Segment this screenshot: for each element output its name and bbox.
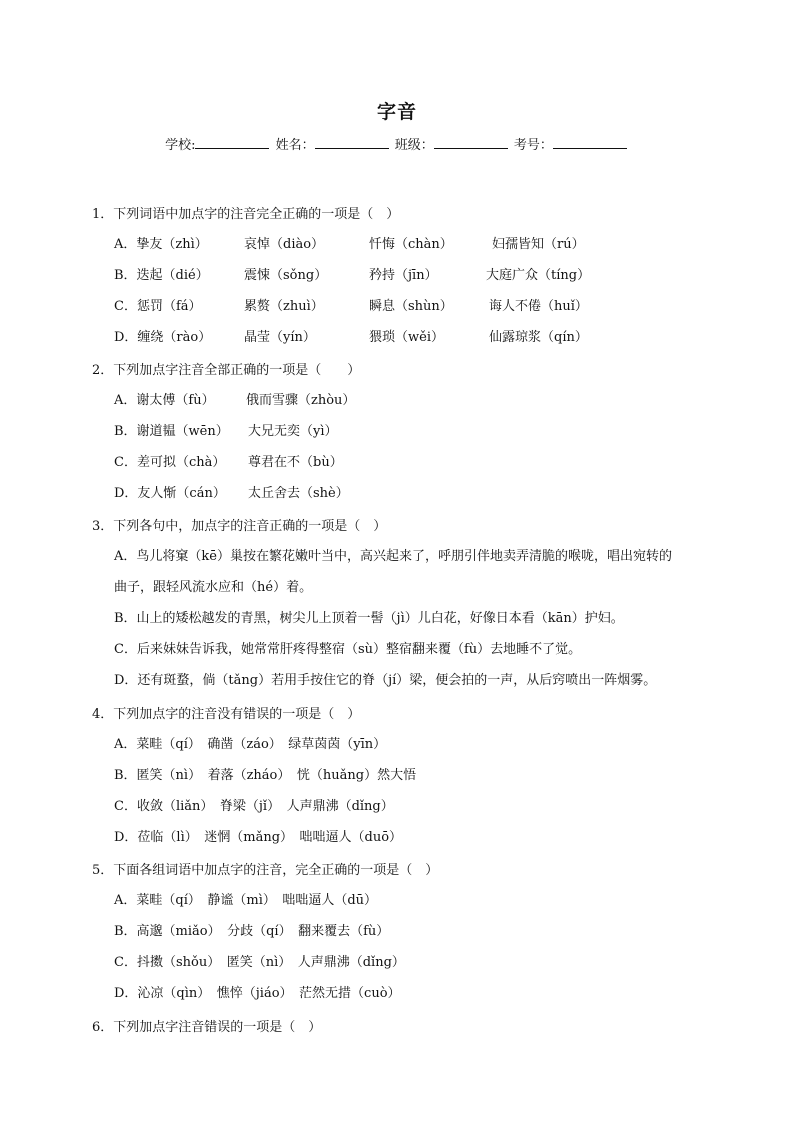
option-cell: 晶莹（yín） [244,330,316,345]
option-cell: 猥琐（wěi） [369,330,444,345]
school-label: 学校: [165,138,196,153]
name-blank [315,136,389,149]
question-3-option-c: C．后来妹妹告诉我，她常常肝疼得整宿（sù）整宿翻来覆（fù）去地睡不了觉。 [114,642,582,657]
question-5-option-b: B．高邈（miǎo） 分歧（qí） 翻来覆去（fù） [114,924,390,939]
question-4-option-d: D．莅临（lì） 迷惘（mǎng） 咄咄逼人（duō） [114,830,403,845]
question-4-option-c: C．收敛（liǎn） 脊梁（jǐ） 人声鼎沸（dǐng） [114,799,394,814]
option-cell: D．友人惭（cán） [114,486,226,501]
option-cell: 矜持（jīn） [369,268,438,283]
option-cell: B．谢道韫（wēn） [114,424,229,439]
option-cell: A．谢太傅（fù） [114,393,215,408]
question-6-stem: 6．下列加点字注音错误的一项是（ ） [92,1020,322,1035]
question-4-option-b: B．匿笑（nì） 着落（zháo） 恍（huǎng）然大悟 [114,768,417,783]
option-cell: 大庭广众（tíng） [486,268,591,283]
option-cell: D．缠绕（rào） [114,330,212,345]
option-cell: 哀悼（diào） [244,237,325,252]
option-cell: B．迭起（dié） [114,268,209,283]
option-cell: A．挚友（zhì） [114,237,208,252]
option-cell: 累赘（zhuì） [244,299,324,314]
question-4-stem: 4．下列加点字的注音没有错误的一项是（ ） [92,707,361,722]
question-2-stem: 2．下列加点字注音全部正确的一项是（ ） [92,363,361,378]
option-cell: 俄而雪骤（zhòu） [246,393,356,408]
option-cell: 仙露琼浆（qín） [489,330,588,345]
question-3-option-a-line-1: A．鸟儿将窠（kē）巢按在繁花嫩叶当中，高兴起来了，呼朋引伴地卖弄清脆的喉咙，唱出宛转的 [114,549,672,564]
question-5-option-d: D．沁凉（qìn） 憔悴（jiáo） 茫然无措（cuò） [114,986,401,1001]
option-cell: 妇孺皆知（rú） [492,237,585,252]
option-cell: 太丘舍去（shè） [248,486,349,501]
class-blank [434,136,508,149]
option-cell: 忏悔（chàn） [369,237,453,252]
exam-number-blank [553,136,627,149]
question-3-option-a-line-2: 曲子，跟轻风流水应和（hé）着。 [114,580,313,595]
question-1-stem: 1．下列词语中加点字的注音完全正确的一项是（ ） [92,207,400,222]
question-3-option-d: D．还有斑蝥，倘（tǎng）若用手按住它的脊（jí）梁，便会拍的一声，从后窍喷出一阵烟雾。 [114,673,657,688]
option-cell: 大兄无奕（yì） [248,424,338,439]
question-3-option-b: B．山上的矮松越发的青黑，树尖儿上顶着一髻（jì）儿白花，好像日本看（kān）护妇。 [114,611,624,626]
question-5-stem: 5．下面各组词语中加点字的注音，完全正确的一项是（ ） [92,863,439,878]
option-cell: 诲人不倦（huǐ） [489,299,588,314]
option-cell: 震悚（sǒng） [244,268,328,283]
question-5-option-c: C．抖擞（shǒu） 匿笑（nì） 人声鼎沸（dǐng） [114,955,405,970]
student-info-line [0,134,794,153]
option-cell: 瞬息（shùn） [369,299,453,314]
question-4-option-a: A．菜畦（qí） 确凿（záo） 绿草茵茵（yīn） [114,737,387,752]
question-5-option-a: A．菜畦（qí） 静谧（mì） 咄咄逼人（dū） [114,893,378,908]
page-title: 字音 [376,101,417,123]
question-3-stem: 3．下列各句中，加点字的注音正确的一项是（ ） [92,519,387,534]
option-cell: C．差可拟（chà） [114,455,226,470]
exam-number-label: 考号： [513,138,553,153]
option-cell: C．惩罚（fá） [114,299,202,314]
class-label: 班级： [394,138,434,153]
school-blank [195,136,269,149]
name-label: 姓名： [275,138,315,153]
option-cell: 尊君在不（bù） [248,455,343,470]
